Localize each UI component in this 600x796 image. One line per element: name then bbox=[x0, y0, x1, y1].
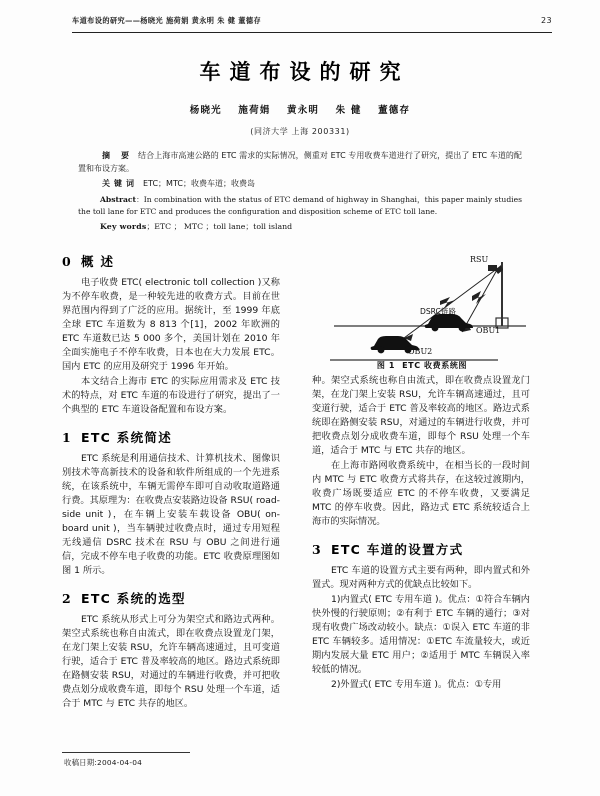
paragraph: 本文结合上海市 ETC 的实际应用需求及 ETC 技术的特点，对 ETC 车道的布设进行了研究，提出了一个典型的 ETC 车道设备配置和布设方案。 bbox=[62, 375, 280, 415]
figure-svg bbox=[312, 250, 532, 368]
abstract-block bbox=[78, 150, 522, 234]
author-5: 董德存 bbox=[378, 105, 411, 116]
section-title-1: ETC 系统简述 bbox=[81, 429, 172, 445]
section-heading-2 bbox=[62, 589, 280, 608]
footnote-divider bbox=[62, 752, 190, 753]
paragraph: ETC 系统是利用通信技术、计算机技术、图像识别技术等高新技术的设备和软件所组成的一个先进系统，在该系统中，车辆无需停车即可自动收取道路通行费。其原理为：在收费点安装路边设备 RSU( road-side unit )，在车辆上安装车载设备 OBU( on-board unit )，当车辆驶过收费点时，通过专用短程无线通信 DSRC 技术在 RSU 与 OBU 之间进行通信，完成不停车电子收费的功能。ETC 收费原理图如图 1 所示。 bbox=[62, 452, 280, 576]
author-4: 朱 健 bbox=[335, 105, 362, 116]
keywords-zh bbox=[78, 178, 522, 191]
paragraph: ETC 车道的设置方式主要有两种，即内置式和外置式。现对两种方式的优缺点比较如下。 bbox=[312, 564, 530, 590]
affiliation: (同济大学 上海 200331) bbox=[250, 127, 350, 136]
section-heading-1 bbox=[62, 428, 280, 447]
abstract-en-label: Abstract bbox=[100, 194, 137, 204]
figure-caption bbox=[312, 360, 532, 371]
figure-etc-system bbox=[312, 250, 532, 368]
section-number-3: 3 bbox=[312, 541, 322, 557]
section-heading-3 bbox=[312, 540, 530, 559]
paragraph: 2)外置式( ETC 专用车道 )。优点：①专用 bbox=[331, 678, 502, 690]
author-list bbox=[0, 102, 600, 116]
keywords-zh-text: ETC；MTC；收费车道；收费岛 bbox=[143, 178, 255, 188]
figure-number: 图 1 bbox=[376, 361, 396, 370]
obu2-label: OBU2 bbox=[408, 347, 433, 356]
obu1-label: OBU1 bbox=[476, 326, 501, 335]
paragraph: 1)内置式( ETC 专用车道 )。优点：①符合车辆内快外慢的行驶原则；②有利于 ETC 车辆的通行；③对现有收费广场改动较小。缺点：①误入 ETC 车道的非 ETC 车辆较多。适用情况：①ETC 车流量较大，或近期内发展大量 ETC 用户；②适用于 MTC 车辆误入率较低的情况。 bbox=[312, 593, 530, 675]
section-number-2: 2 bbox=[62, 590, 72, 606]
section-title-3: ETC 车道的设置方式 bbox=[331, 541, 464, 557]
section-heading-0 bbox=[62, 252, 280, 271]
footnote-received-date: 收稿日期:2004-04-04 bbox=[64, 758, 143, 767]
abstract-en bbox=[78, 194, 522, 218]
rsu-label: RSU bbox=[470, 255, 489, 264]
running-head bbox=[72, 16, 552, 32]
abstract-zh-text: 结合上海市高速公路的 ETC 需求的实际情况，侧重对 ETC 专用收费车道进行了研究，提出了 ETC 车道的配置和布设方案。 bbox=[78, 151, 522, 173]
author-2: 施荷娟 bbox=[238, 105, 271, 116]
header-divider bbox=[72, 32, 552, 33]
section-title-2: ETC 系统的选型 bbox=[81, 590, 186, 606]
paragraph: 电子收费 ETC( electronic toll collection )又称为不停车收费，是一种较先进的收费方式。目前在世界范围内得到了广泛的应用。据统计，至 1999 年底全球 ETC 车道数为 8 813 个[1]，2002 年欧洲的 ETC 车道数已达 5 000 多个，美国计划在 2010 年全面实施电子不停车收费，日本也在大力发展 ETC。国内 ETC 的应用及研究于 1996 年开始。 bbox=[62, 277, 280, 372]
dsrc-link-label: DSRC链路 bbox=[419, 307, 457, 316]
keywords-zh-label: 关键词 bbox=[102, 178, 138, 188]
column-right bbox=[312, 374, 530, 693]
article-title: 车道布设的研究 bbox=[199, 60, 410, 84]
running-head-title: 车道布设的研究——杨晓光 施荷娟 黄永明 朱 健 董德存 bbox=[72, 16, 262, 25]
author-3: 黄永明 bbox=[287, 105, 320, 116]
abstract-en-text: ：In combination with the status of ETC demand of highway in Shanghai，this paper mainly studies the toll lane for ETC and produces the configuration and disposition scheme of ETC toll lane. bbox=[78, 194, 522, 216]
author-1: 杨晓光 bbox=[189, 105, 222, 116]
section-number-1: 1 bbox=[62, 429, 72, 445]
figure-caption-text: ETC 收费系统图 bbox=[402, 361, 468, 370]
column-left bbox=[62, 252, 280, 712]
section-title-0: 概 述 bbox=[81, 254, 115, 269]
paragraph: 种。架空式系统也称自由流式，即在收费点设置龙门架，在龙门架上安装 RSU，允许车辆高速通过，且可变道行驶，适合于 ETC 普及率较高的地区。路边式系统即在路侧安装 RSU，对通过的车辆进行收费，并可把收费点划分成收费车道，即每个 RSU 处理一个车道，适合于 MTC 与 ETC 共存的地区。 bbox=[312, 375, 530, 456]
keywords-en-text: ；ETC ； MTC ；toll lane；toll island bbox=[146, 222, 293, 232]
abstract-zh-label: 摘 要 bbox=[102, 151, 134, 160]
keywords-en bbox=[78, 221, 522, 234]
abstract-zh bbox=[78, 150, 522, 176]
page-number: 23 bbox=[541, 16, 552, 25]
paragraph: 在上海市路网收费系统中，在相当长的一段时间内 MTC 与 ETC 收费方式将共存，在这较过渡期内，收费广场既要适应 ETC 的不停车收费，又要满足 MTC 的停车收费。因此，路边式 ETC 系统较适合上海市的实际情况。 bbox=[312, 459, 530, 527]
section-number-0: 0 bbox=[62, 254, 72, 269]
keywords-en-label: Key words bbox=[100, 222, 147, 232]
paragraph: ETC 系统从形式上可分为架空式和路边式两种。架空式系统也称自由流式，即在收费点设置龙门架，在龙门架上安装 RSU，允许车辆高速通过，且可变道行驶，适合于 ETC 普及率较高的地区。路边式系统即在路侧安装 RSU，对通过的车辆进行收费，并可把收费点划分成收费车道，即每个 RSU 处理一个车道，适合于 MTC 与 ETC 共存的地区。 bbox=[62, 613, 280, 709]
